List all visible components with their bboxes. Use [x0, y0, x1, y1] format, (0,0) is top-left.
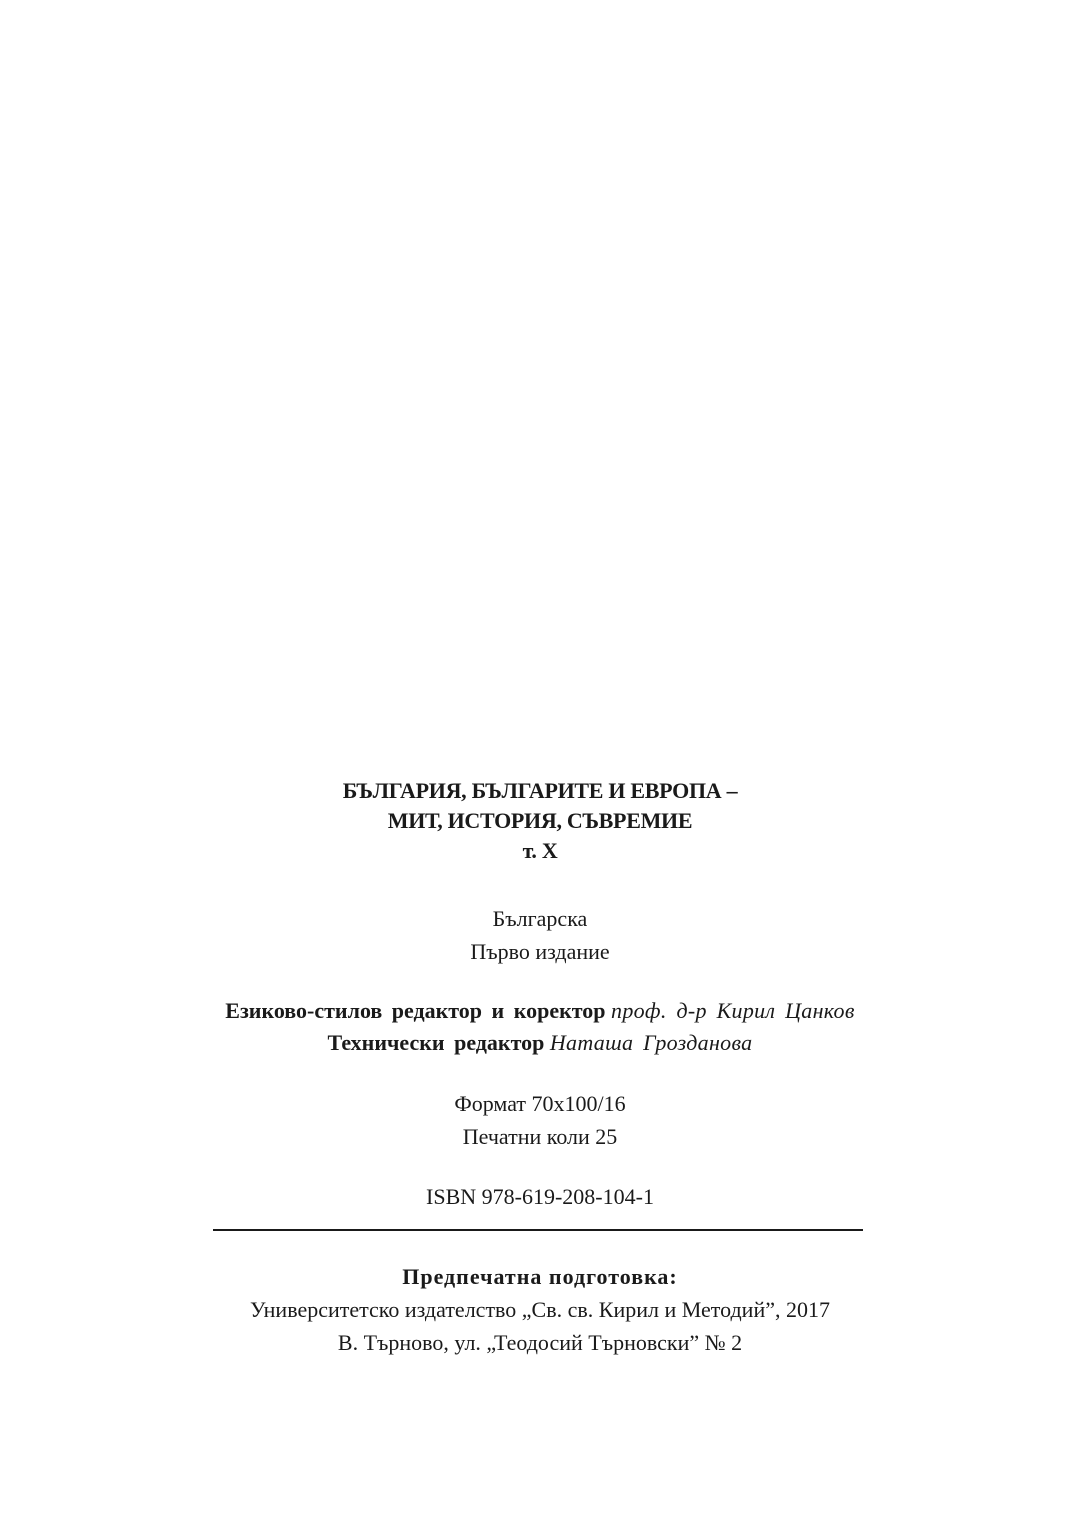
- isbn: [0, 1180, 1080, 1213]
- credits: [0, 995, 1080, 1059]
- publisher-name: Университетско издателство „Св. св. Кирил и Методий”, 2017: [250, 1297, 830, 1322]
- editor-credit: [0, 995, 1080, 1027]
- tech-editor-credit: [0, 1027, 1080, 1059]
- print-format: [0, 1087, 1080, 1153]
- prepress-heading: Предпечатна подготовка:: [402, 1264, 678, 1289]
- tech-editor-name: Наташа Грозданова: [549, 1030, 753, 1055]
- tech-editor-role: Технически редактор: [327, 1030, 545, 1055]
- isbn-number: ISBN 978-619-208-104-1: [426, 1184, 654, 1209]
- editor-name: проф. д-р Кирил Цанков: [611, 998, 855, 1023]
- edition-info: [0, 902, 1080, 968]
- edition-number: Първо издание: [470, 939, 610, 964]
- title-line-1: БЪЛГАРИЯ, БЪЛГАРИТЕ И ЕВРОПА –: [342, 778, 738, 803]
- printed-sheets: Печатни коли 25: [462, 1124, 618, 1149]
- edition-language: Българска: [492, 906, 588, 931]
- prepress: [0, 1260, 1080, 1359]
- title-line-2: МИТ, ИСТОРИЯ, СЪВРЕМИЕ: [387, 808, 693, 833]
- format-size: Формат 70х100/16: [454, 1091, 626, 1116]
- editor-role: Езиково-стилов редактор и коректор: [225, 998, 606, 1023]
- volume-number: т. Х: [522, 838, 558, 863]
- divider-line: [213, 1229, 863, 1231]
- publisher-address: В. Търново, ул. „Теодосий Търновски” № 2: [337, 1330, 743, 1355]
- book-title: [0, 776, 1080, 866]
